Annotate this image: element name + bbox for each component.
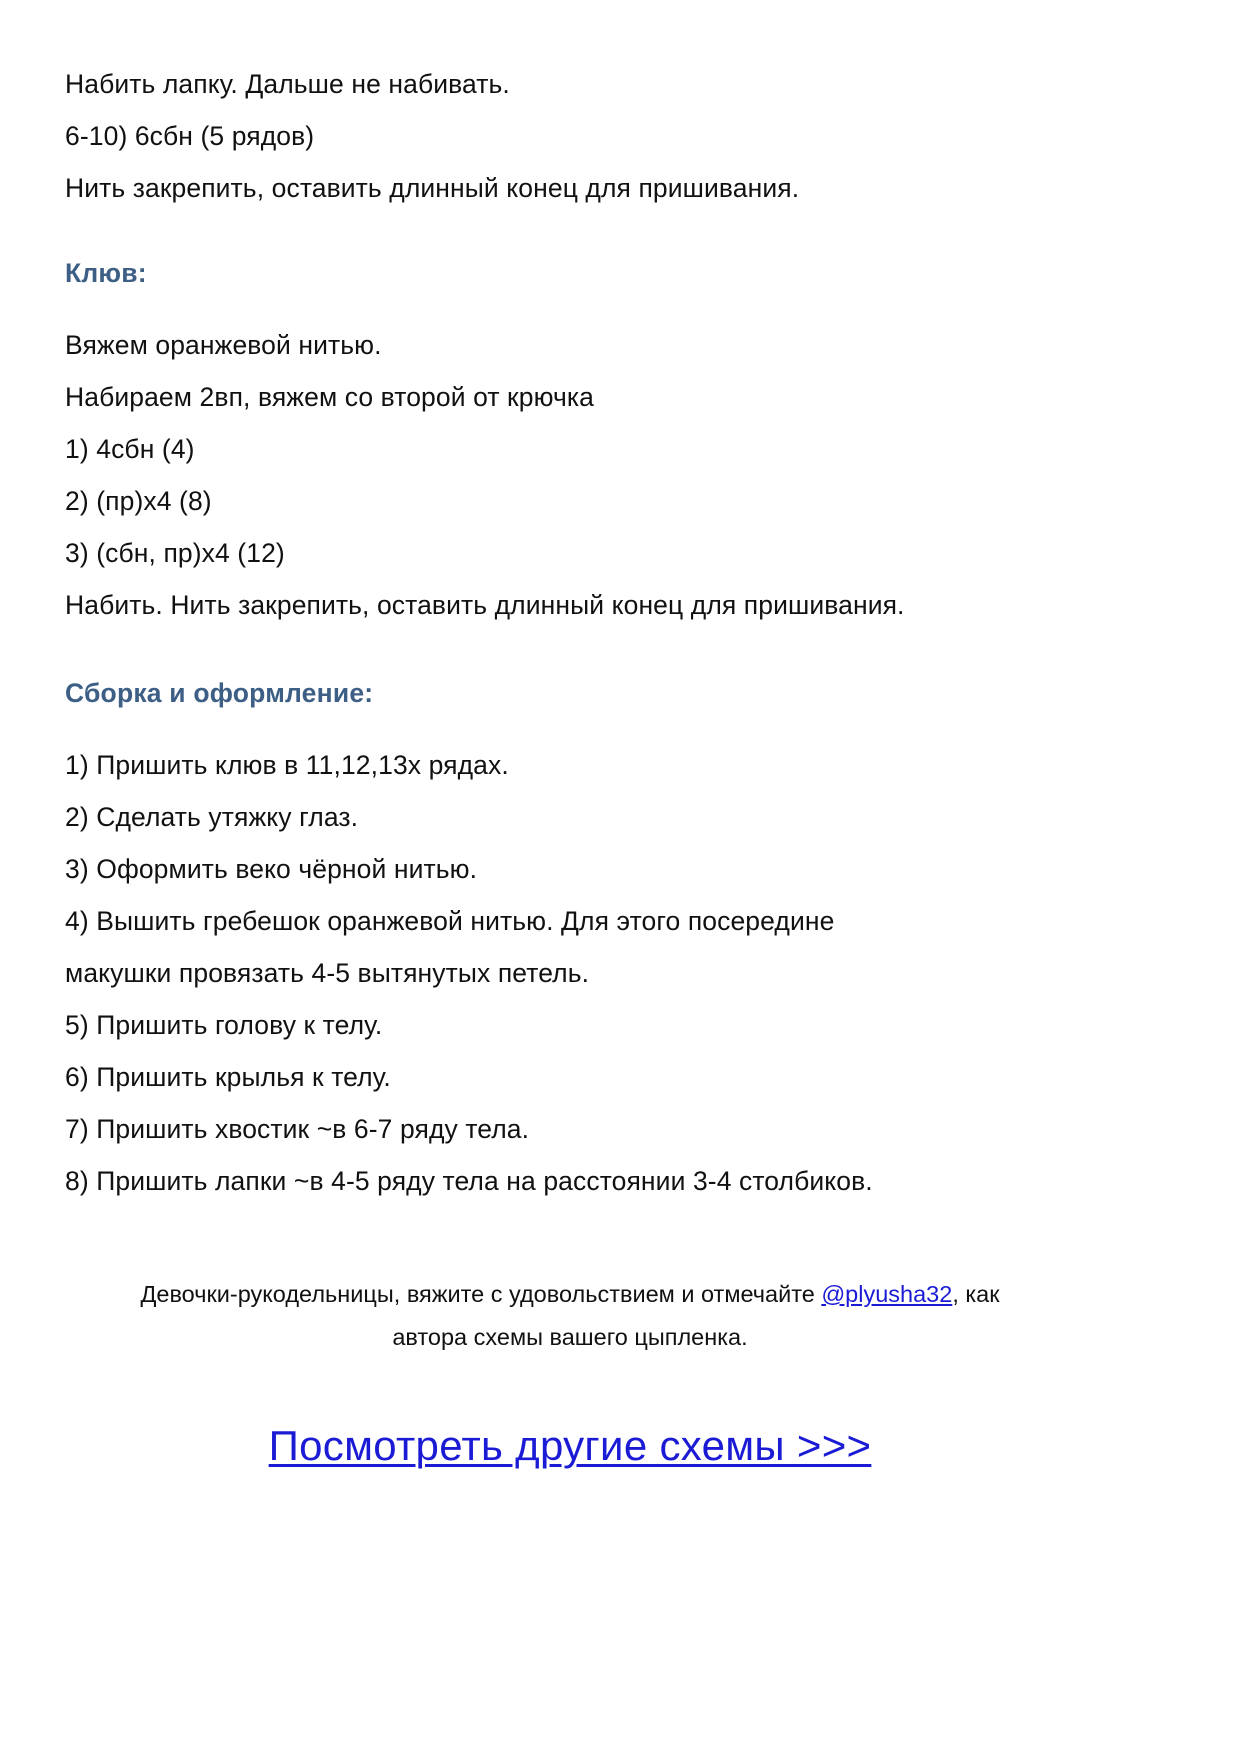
assembly-step-8: 8) Пришить лапки ~в 4-5 ряду тела на расстоянии 3-4 столбиков.	[65, 1166, 873, 1196]
author-credit-line-2: автора схемы вашего цыпленка.	[392, 1324, 748, 1350]
beak-line-1: Вяжем оранжевой нитью.	[65, 330, 382, 360]
beak-section-heading: Клюв:	[65, 258, 147, 288]
beak-section	[65, 247, 1075, 631]
beak-row-1: 1) 4сбн (4)	[65, 434, 195, 464]
spacer	[65, 214, 1075, 247]
intro-block	[65, 58, 1075, 214]
view-other-patterns-link[interactable]: Посмотреть другие схемы >>>	[268, 1422, 872, 1469]
beak-line-2: Набираем 2вп, вяжем со второй от крючка	[65, 382, 594, 412]
beak-row-3: 3) (сбн, пр)х4 (12)	[65, 538, 285, 568]
intro-line-3: Нить закрепить, оставить длинный конец для пришивания.	[65, 173, 800, 203]
cta-link-container	[65, 1417, 1075, 1475]
assembly-step-4-continued: макушки провязать 4-5 вытянутых петель.	[65, 958, 590, 988]
assembly-step-4: 4) Вышить гребешок оранжевой нитью. Для этого посередине	[65, 906, 835, 936]
spacer	[65, 1207, 1075, 1273]
spacer	[65, 719, 1075, 739]
author-credit	[65, 1273, 1075, 1359]
intro-line-1: Набить лапку. Дальше не набивать.	[65, 69, 510, 99]
assembly-step-1: 1) Пришить клюв в 11,12,13х рядах.	[65, 750, 509, 780]
assembly-step-5: 5) Пришить голову к телу.	[65, 1010, 383, 1040]
intro-line-2: 6-10) 6сбн (5 рядов)	[65, 121, 315, 151]
assembly-step-6: 6) Пришить крылья к телу.	[65, 1062, 391, 1092]
spacer	[65, 631, 1075, 667]
assembly-step-2: 2) Сделать утяжку глаз.	[65, 802, 359, 832]
assembly-step-7: 7) Пришить хвостик ~в 6-7 ряду тела.	[65, 1114, 530, 1144]
author-credit-text-after: , как	[952, 1281, 1000, 1307]
assembly-step-3: 3) Оформить веко чёрной нитью.	[65, 854, 478, 884]
spacer	[65, 1359, 1075, 1417]
beak-row-2: 2) (пр)х4 (8)	[65, 486, 212, 516]
plyusha-profile-link[interactable]: @plyusha32	[821, 1281, 953, 1307]
author-credit-text-before: Девочки-рукодельницы, вяжите с удовольствием и отмечайте	[140, 1281, 822, 1307]
beak-closing-line: Набить. Нить закрепить, оставить длинный конец для пришивания.	[65, 590, 905, 620]
document-content	[65, 58, 1075, 1475]
assembly-section	[65, 667, 1075, 1207]
assembly-section-heading: Сборка и оформление:	[65, 678, 374, 708]
spacer	[65, 299, 1075, 319]
